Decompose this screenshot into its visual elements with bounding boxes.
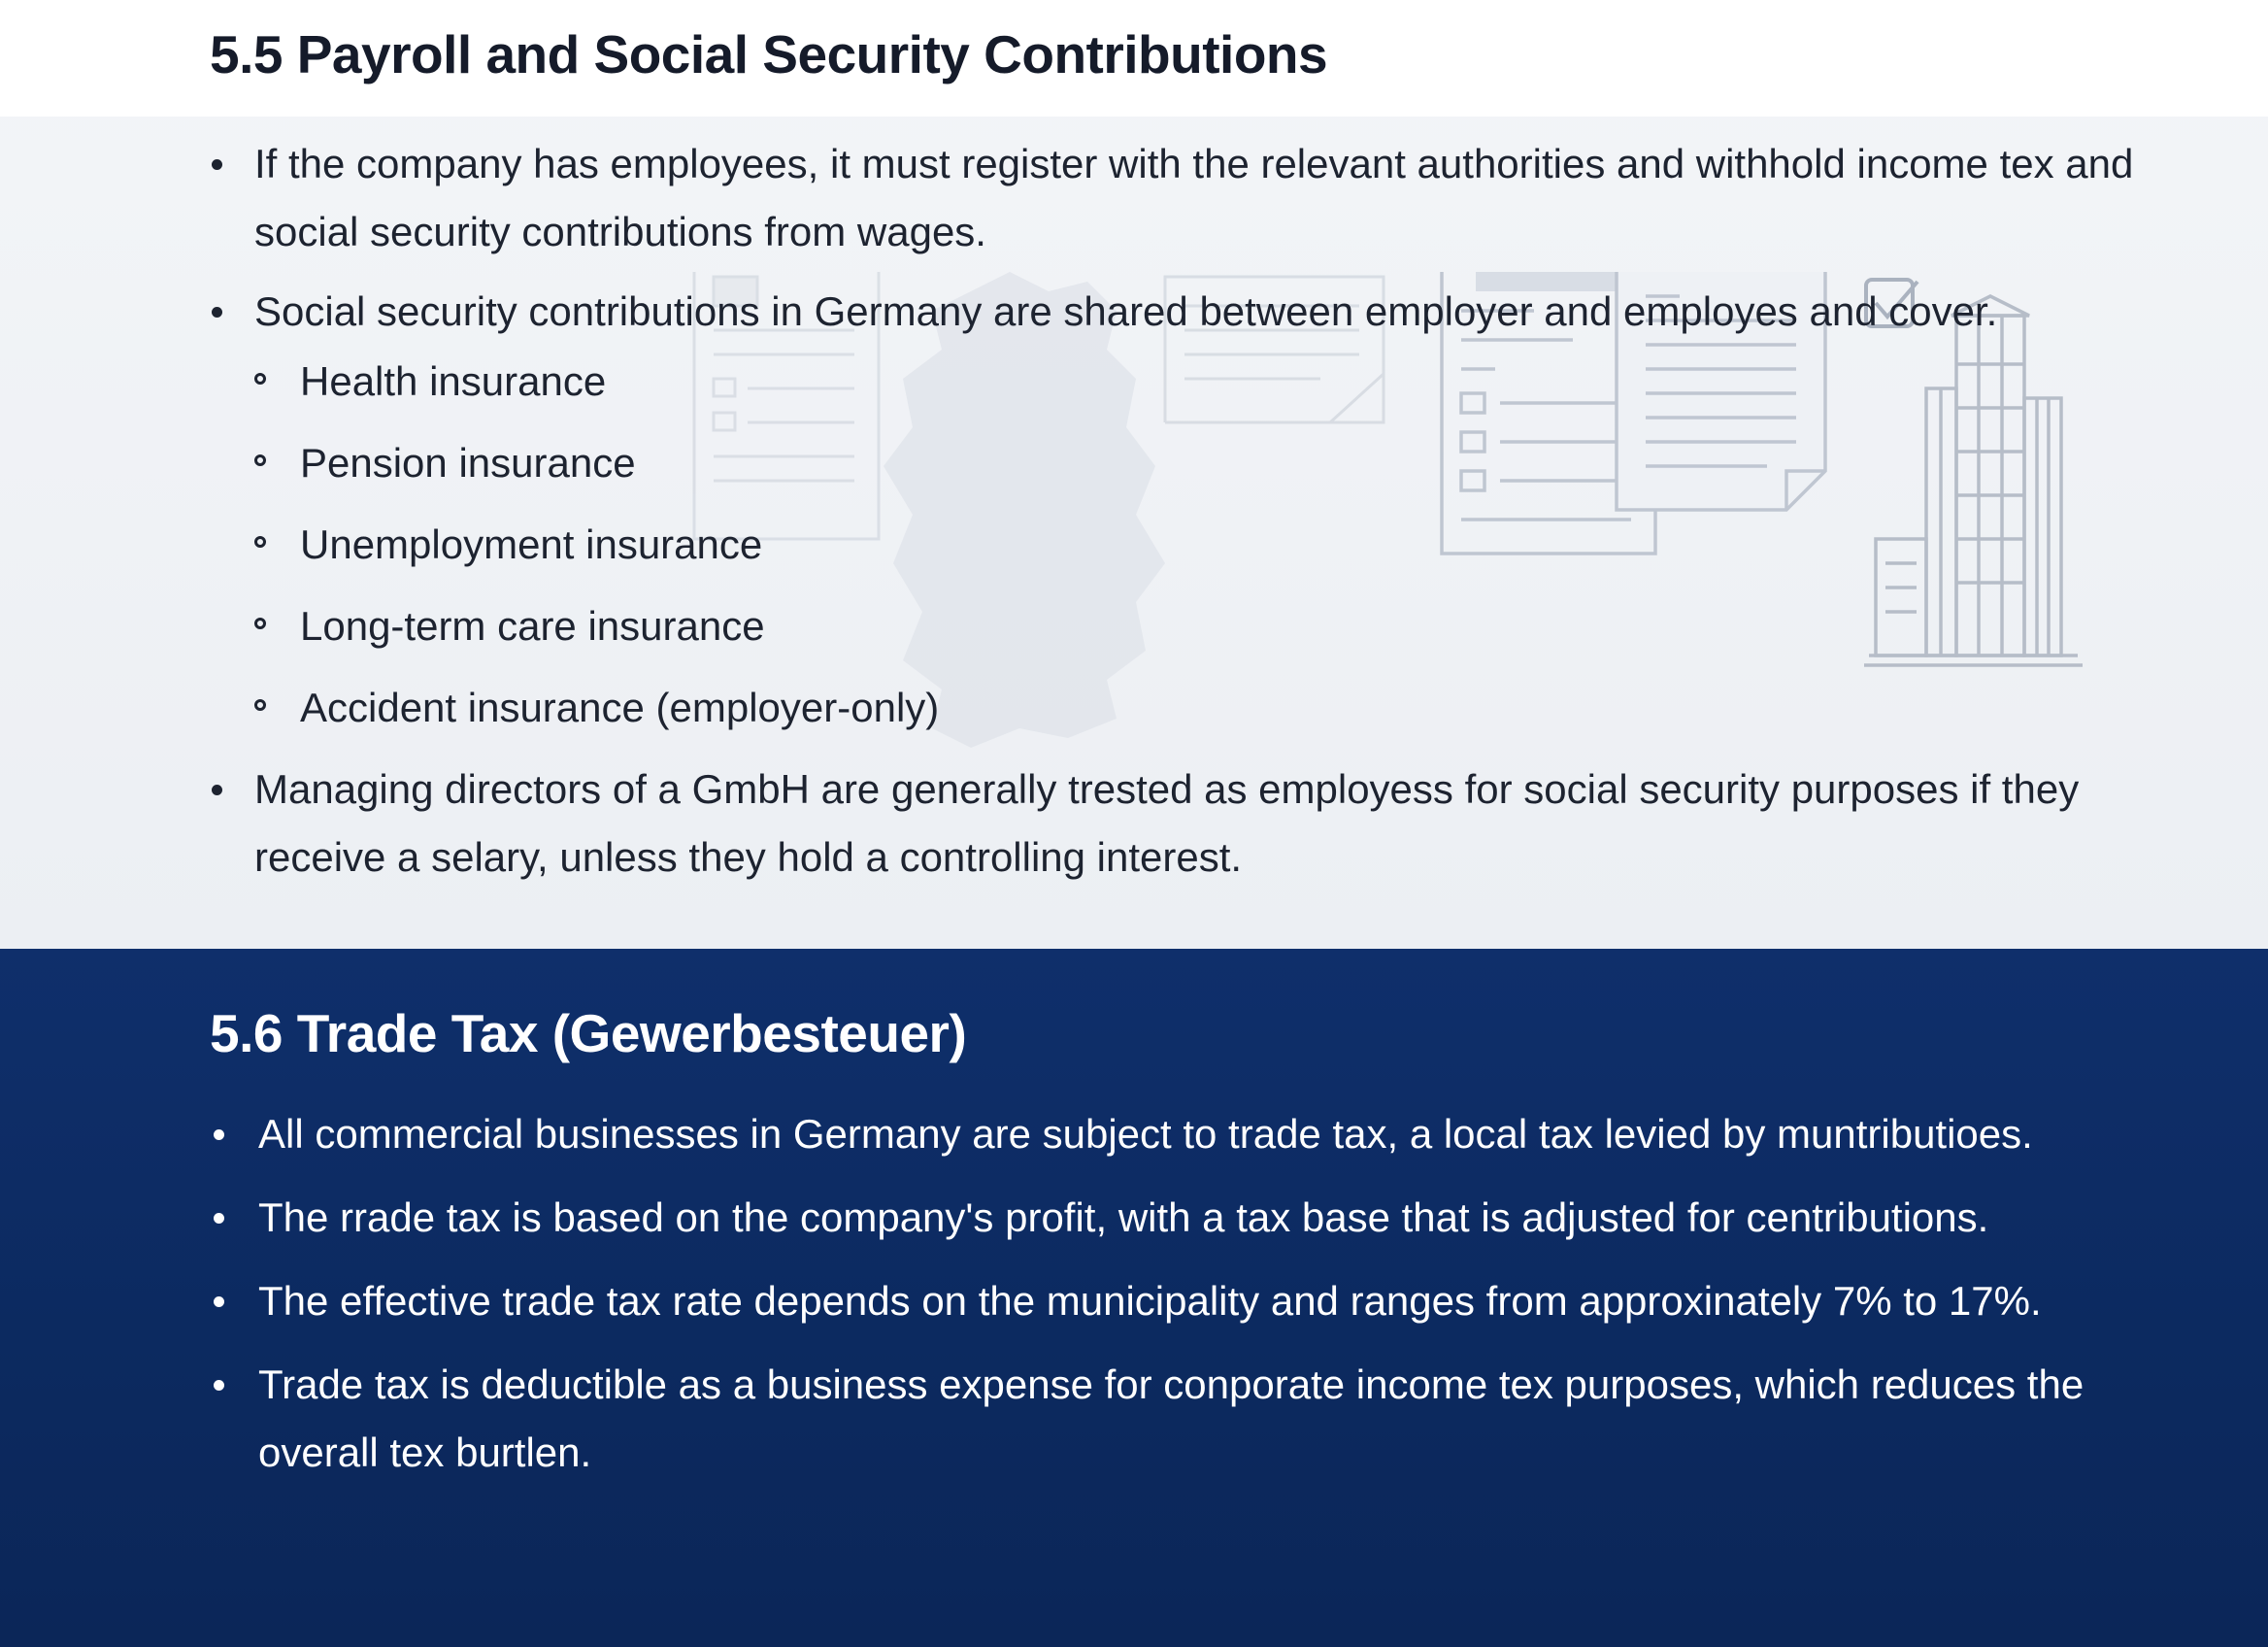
trade-tax-bullet-list	[210, 1100, 2151, 1502]
trade-tax-heading: 5.6 Trade Tax (Gewerbesteuer)	[210, 1003, 967, 1063]
list-item: Health insurance	[254, 348, 2151, 416]
list-item: Unemployment insurance	[254, 511, 2151, 579]
payroll-bullet-shared-contributions	[210, 278, 2151, 742]
list-item: Trade tax is deductible as a business expense for conporate income tex purposes, which reduces the overall tex burtlen.	[210, 1351, 2151, 1487]
list-item: All commercial businesses in Germany are subject to trade tax, a local tax levied by muntributioes.	[210, 1100, 2151, 1168]
trade-tax-section	[0, 949, 2268, 1647]
insurance-types-list	[254, 348, 2151, 742]
payroll-bullet-managing-directors: Managing directors of a GmbH are generally trested as employess for social security purposes if they receive a selary, unless they hold a controlling interest.	[210, 756, 2151, 891]
payroll-heading: 5.5 Payroll and Social Security Contributions	[210, 24, 1328, 84]
list-item: Pension insurance	[254, 429, 2151, 497]
payroll-bullet-list	[210, 130, 2151, 903]
list-item: Long-term care insurance	[254, 592, 2151, 660]
list-item: The effective trade tax rate depends on the municipality and ranges from approxinately 7% to 17%.	[210, 1267, 2151, 1335]
payroll-bullet-registration: If the company has employees, it must register with the relevant authorities and withhold income tex and social security contributions from wages.	[210, 130, 2151, 266]
list-item: Accident insurance (employer-only)	[254, 674, 2151, 742]
list-item: The rrade tax is based on the company's profit, with a tax base that is adjusted for centributions.	[210, 1184, 2151, 1252]
shared-contributions-text: Social security contributions in Germany are shared between employer and employes and cover.	[254, 288, 1998, 334]
